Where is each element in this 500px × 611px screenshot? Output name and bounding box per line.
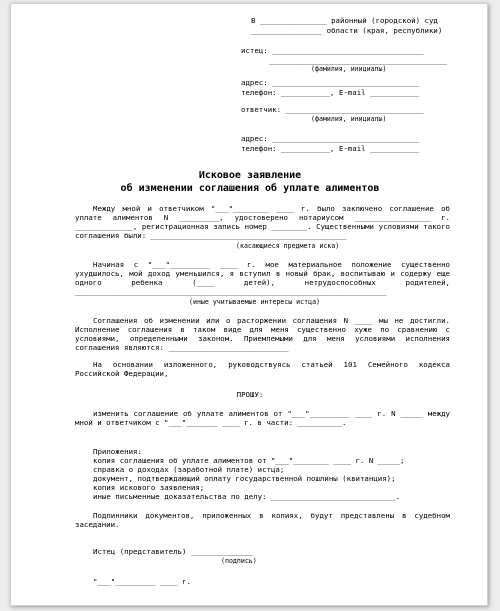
plaintiff-caption: (фамилия, инициалы) [311,65,387,73]
region-line: ________________ области (края, республики) [251,26,443,35]
paragraph-circumstances: Начиная с "___"_________ ____ г. мое материальное положение существенно ухудшилось, мой доход уменьшился, я вступил в новый брак, воспитываю и содержу еще одного ребенка (____ детей), нетрудоспособных родителей, ______________________________________________________________________ [75,260,450,296]
attachment-5: иные письменные доказательства по делу: ____________________________. [93,492,401,501]
request-heading: ПРОШУ: [236,390,264,399]
defendant-caption: (фамилия, инициалы) [311,115,387,123]
plaintiff-phone: телефон: ___________, E-mail ___________ [241,88,419,97]
signature-caption: (подпись) [221,557,257,565]
paragraph-no-agreement: Соглашения об изменении или о расторжении соглашения N ____ мы не достигли. Исполнение соглашения в таком виде для меня существенно хуже по сравнению с условиями, определенными законом. Приемлемыми для меня условиями исполнения соглашения являются: ___________________________ [75,316,450,352]
caption-subject: (касающиеся предмета иска) [236,242,340,250]
date-line: "___"_________ ____ г. [93,577,191,586]
document-page [10,3,488,606]
attachment-4: копия искового заявления; [93,483,205,492]
paragraph-originals: Подлинники документов, приложенных в копиях, будут представлены в судебном заседании. [75,511,450,529]
title-line-2: об изменении соглашения об уплате алиментов [120,183,380,194]
defendant-line: ответчик: _______________________________ [241,105,424,114]
paragraph-agreement: Между мной и ответчиком "___"________ ____ г. было заключено соглашение об уплате алиментов N _________, удостоверено нотариусом _________________ г. _____________, регистрационная запись номер ________. Существенными условиями такого соглашения были: ____________________________________________ [75,204,450,240]
attachment-1: копия соглашения об уплате алиментов от "___"________ ____ г. N _____; [93,456,405,465]
plaintiff-line-2: ________________________________________ [269,56,447,65]
plaintiff-address: адрес: _________________________________ [241,78,419,87]
defendant-phone: телефон: ___________, E-mail ___________ [241,144,419,153]
caption-interests: (иные учитываемые интересы истца) [189,298,321,306]
attachments-title: Приложения: [93,447,142,456]
attachment-2: справка о доходах (заработной плате) истца; [93,465,285,474]
title-line-1: Исковое заявление [198,170,302,181]
paragraph-grounds: На основании изложенного, руководствуясь статьей 101 Семейного кодекса Российской Федерации, [75,360,450,378]
court-line: В _______________ районный (городской) суд [251,16,438,25]
paragraph-request: изменить соглашение об уплате алиментов от "___"_________ ____ г. N _____ между мной и ответчиком с "___"_______ ____ г. в части: __________. [75,409,450,427]
defendant-address: адрес: _________________________________ [241,134,419,143]
attachment-3: документ, подтверждающий оплату государственной пошлины (квитанция); [93,474,396,483]
plaintiff-line: истец: __________________________________ [241,46,424,55]
signature-line: Истец (представитель) ______________ [93,547,254,556]
